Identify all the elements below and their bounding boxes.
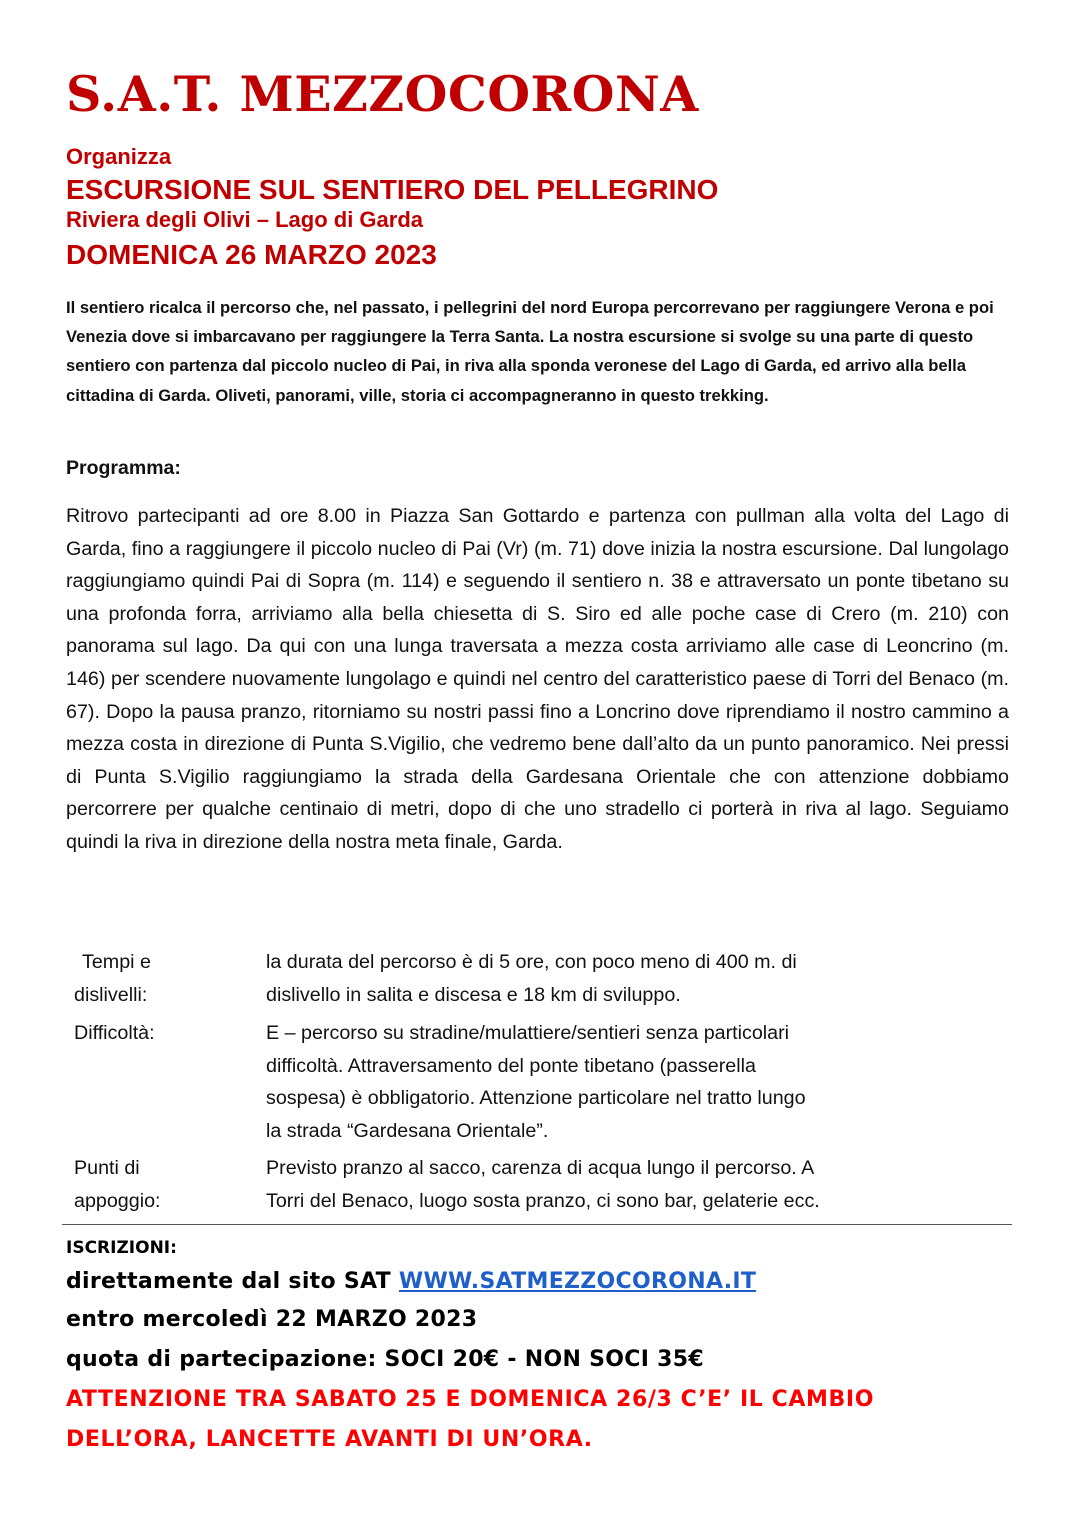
info-value (266, 946, 926, 1011)
program-heading: Programma: (66, 457, 181, 479)
info-value-line: Torri del Benaco, luogo sosta pranzo, ci sono bar, gelaterie ecc. (266, 1189, 820, 1212)
info-value-line: la strada “Gardesana Orientale”. (266, 1119, 549, 1142)
page-title: S.A.T. MEZZOCORONA (66, 65, 699, 123)
location-subtitle: Riviera degli Olivi – Lago di Garda (66, 207, 423, 232)
info-label-line: Punti di (74, 1157, 140, 1179)
organizza-label: Organizza (66, 144, 172, 169)
info-label-line: Tempi e (82, 951, 151, 973)
registration-link[interactable]: WWW.SATMEZZOCORONA.IT (398, 1269, 757, 1294)
registration-site-text: direttamente dal sito SAT (66, 1269, 399, 1294)
excursion-title: ESCURSIONE SUL SENTIERO DEL PELLEGRINO (66, 174, 719, 205)
warning-line: ATTENZIONE TRA SABATO 25 E DOMENICA 26/3 C’E’ IL CAMBIO (66, 1387, 875, 1412)
info-value-line: dislivello in salita e discesa e 18 km di sviluppo. (266, 983, 681, 1006)
info-value-line: Previsto pranzo al sacco, carenza di acqua lungo il percorso. A (266, 1157, 815, 1179)
registration-site-line (66, 1265, 756, 1299)
info-value-line: E – percorso su stradine/mulattiere/sentieri senza particolari (266, 1022, 790, 1044)
info-value-line: difficoltà. Attraversamento del ponte tibetano (passerella (266, 1054, 756, 1077)
info-label (74, 1152, 254, 1217)
event-date: DOMENICA 26 MARZO 2023 (66, 239, 437, 270)
info-label (74, 1017, 254, 1050)
info-label-line: dislivelli: (74, 983, 148, 1006)
info-label (74, 946, 254, 1011)
warning-line: DELL’ORA, LANCETTE AVANTI DI UN’ORA. (66, 1427, 593, 1452)
info-value (266, 1017, 926, 1147)
intro-paragraph: Il sentiero ricalca il percorso che, nel passato, i pellegrini del nord Europa percorrevano per raggiungere Verona e poi Venezia dove si imbarcavano per raggiungere la Terra Santa. La nostra escursione si svolge su una parte di questo sentiero con partenza dal piccolo nucleo di Pai, in riva alla sponda veronese del Lago di Garda, ed arrivo alla bella cittadina di Garda. Oliveti, panorami, ville, storia ci accompagneranno in questo trekking. (66, 298, 994, 405)
info-value-line: sospesa) è obbligatorio. Attenzione particolare nel tratto lungo (266, 1087, 806, 1109)
registration-heading: ISCRIZIONI: (66, 1238, 177, 1258)
registration-fee: quota di partecipazione: SOCI 20€ - NON SOCI 35€ (66, 1347, 705, 1372)
registration-deadline: entro mercoledì 22 MARZO 2023 (66, 1307, 478, 1332)
time-change-warning (66, 1380, 1026, 1460)
info-label-line: Difficoltà: (74, 1022, 155, 1044)
info-label-line: appoggio: (74, 1189, 161, 1212)
section-divider (62, 1224, 1012, 1225)
program-body: Ritrovo partecipanti ad ore 8.00 in Piazza San Gottardo e partenza con pullman alla volta del Lago di Garda, fino a raggiungere il piccolo nucleo di Pai (Vr) (m. 71) dove inizia la nostra escursione. Dal lungolago raggiungiamo quindi Pai di Sopra (m. 114) e seguendo il sentiero n. 38 e attraversato un ponte tibetano su una profonda forra, arriviamo alla bella chiesetta di S. Siro ed alle poche case di Crero (m. 210) con panorama sul lago. Da qui con una lunga traversata a mezza costa arriviamo alle case di Leoncrino (m. 146) per scendere nuovamente lungolago e quindi nel centro del caratteristico paese di Torri del Benaco (m. 67). Dopo la pausa pranzo, ritorniamo su nostri passi fino a Loncrino dove riprendiamo il nostro cammino a mezza costa in direzione di Punta S.Vigilio, che vedremo bene dall’alto da un punto panoramico. Nei pressi di Punta S.Vigilio raggiungiamo la strada della Gardesana Orientale che con attenzione dobbiamo percorrere per qualche centinaio di metri, dopo di che uno stradello ci porterà in riva al lago. Seguiamo quindi la riva in direzione della nostra meta finale, Garda. (66, 505, 1009, 853)
info-value (266, 1152, 926, 1217)
info-value-line: la durata del percorso è di 5 ore, con poco meno di 400 m. di (266, 951, 797, 973)
